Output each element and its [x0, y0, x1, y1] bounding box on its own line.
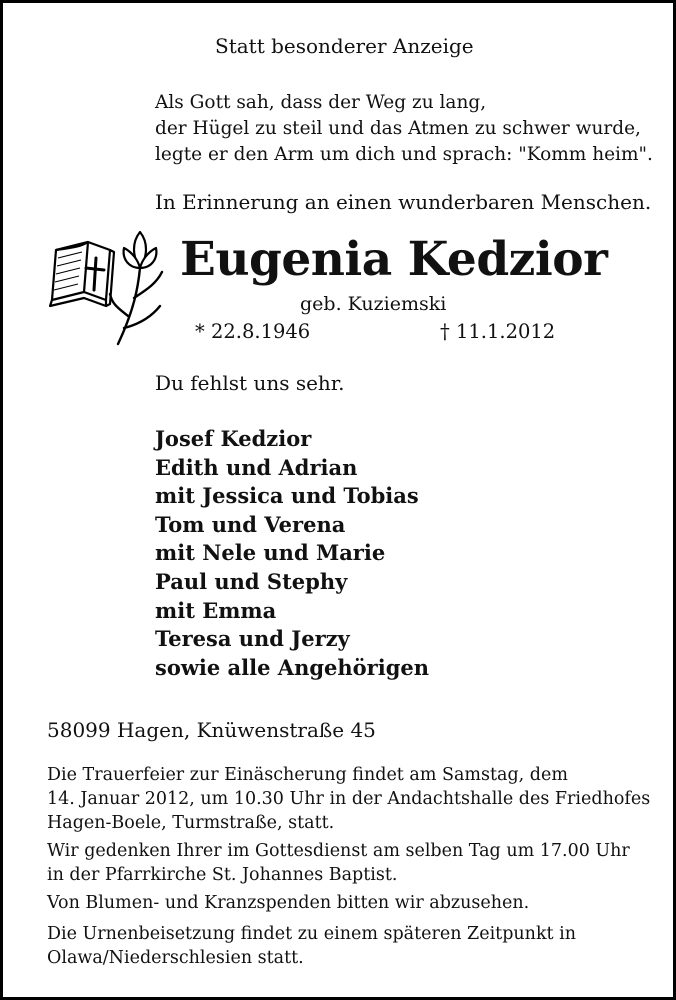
paragraph-line: Wir gedenken Ihrer im Gottesdienst am selben Tag um 17.00 Uhr: [47, 841, 630, 861]
maiden-name: geb. Kuziemski: [300, 293, 447, 315]
address: 58099 Hagen, Knüwenstraße 45: [47, 718, 376, 742]
funeral-info-paragraph: [47, 763, 650, 835]
remembrance-line: In Erinnerung an einen wunderbaren Menschen.: [155, 190, 652, 214]
family-member: sowie alle Angehörigen: [155, 654, 430, 680]
poem-line: der Hügel zu steil und das Atmen zu schwer wurde,: [155, 118, 641, 139]
family-member: Teresa und Jerzy: [155, 626, 350, 652]
family-member: Tom und Verena: [155, 511, 346, 537]
paragraph-line: Hagen-Boele, Turmstraße, statt.: [47, 813, 335, 833]
urn-burial-paragraph: [47, 922, 576, 970]
family-member: mit Jessica und Tobias: [155, 483, 419, 509]
family-member: mit Emma: [155, 597, 277, 623]
family-list: [155, 425, 429, 682]
poem: [155, 90, 653, 168]
poem-line: Als Gott sah, dass der Weg zu lang,: [155, 92, 487, 113]
paragraph-line: 14. Januar 2012, um 10.30 Uhr in der Andachtshalle des Friedhofes: [47, 789, 651, 809]
paragraph-line: Die Trauerfeier zur Einäscherung findet am Samstag, dem: [47, 765, 568, 785]
death-date: † 11.1.2012: [440, 320, 556, 343]
poem-line: legte er den Arm um dich und sprach: "Komm heim".: [155, 144, 653, 165]
paragraph-line: Von Blumen- und Kranzspenden bitten wir abzusehen.: [47, 893, 530, 913]
paragraph-line: Die Urnenbeisetzung findet zu einem späteren Zeitpunkt in: [47, 924, 577, 944]
birth-date: * 22.8.1946: [195, 320, 311, 343]
bible-cross-lily-icon: [48, 228, 172, 352]
paragraph-line: in der Pfarrkirche St. Johannes Baptist.: [47, 865, 398, 885]
service-info-paragraph: [47, 839, 630, 887]
flowers-note-paragraph: [47, 891, 529, 915]
family-member: Edith und Adrian: [155, 454, 358, 480]
paragraph-line: Olawa/Niederschlesien statt.: [47, 948, 304, 968]
family-member: mit Nele und Marie: [155, 540, 386, 566]
deceased-name: Eugenia Kedzior: [180, 232, 608, 287]
missed-line: Du fehlst uns sehr.: [155, 371, 345, 395]
family-member: Paul und Stephy: [155, 568, 348, 594]
notice-header: Statt besonderer Anzeige: [215, 34, 474, 58]
family-member: Josef Kedzior: [155, 426, 312, 451]
